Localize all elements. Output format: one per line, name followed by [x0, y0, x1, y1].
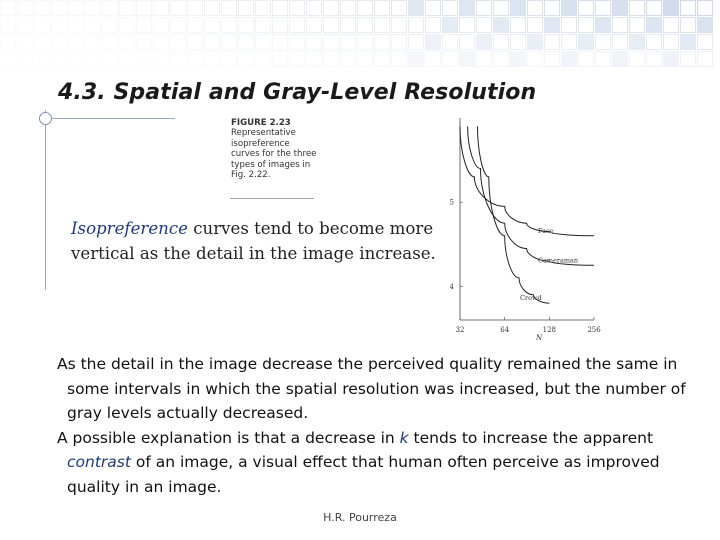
grid-cell — [698, 35, 713, 50]
grid-cell — [69, 35, 84, 50]
grid-cell — [409, 18, 424, 33]
chart-series-label: Face — [538, 226, 554, 235]
grid-cell — [596, 52, 611, 67]
para2-contrast: contrast — [67, 453, 131, 472]
grid-cell — [239, 18, 254, 33]
grid-cell — [545, 52, 560, 67]
grid-cell — [35, 1, 50, 16]
grid-cell — [426, 1, 441, 16]
grid-cell — [528, 18, 543, 33]
grid-cell — [426, 35, 441, 50]
grid-cell — [613, 18, 628, 33]
grid-cell — [120, 35, 135, 50]
grid-cell — [596, 35, 611, 50]
chart-x-tick-label: 256 — [587, 326, 601, 334]
grid-cell — [409, 1, 424, 16]
grid-cell — [86, 1, 101, 16]
grid-cell — [154, 35, 169, 50]
grid-cell — [86, 18, 101, 33]
grid-cell — [681, 52, 696, 67]
body-text — [57, 352, 707, 500]
grid-cell — [341, 52, 356, 67]
grid-cell — [511, 1, 526, 16]
grid-cell — [103, 52, 118, 67]
grid-cell — [477, 18, 492, 33]
grid-cell — [222, 1, 237, 16]
isopreference-term: Isopreference — [71, 219, 188, 238]
grid-cell — [1, 35, 16, 50]
grid-cell — [222, 52, 237, 67]
grid-cell — [579, 1, 594, 16]
grid-cell — [528, 52, 543, 67]
grid-cell — [1, 1, 16, 16]
grid-cell — [392, 1, 407, 16]
grid-cell — [307, 1, 322, 16]
grid-cell — [103, 18, 118, 33]
grid-cell — [69, 1, 84, 16]
grid-cell — [103, 35, 118, 50]
grid-cell — [120, 1, 135, 16]
grid-cell — [494, 18, 509, 33]
grid-cell — [375, 1, 390, 16]
grid-cell — [1, 52, 16, 67]
grid-cell — [579, 52, 594, 67]
grid-cell — [647, 52, 662, 67]
grid-cell — [698, 52, 713, 67]
grid-cell — [562, 52, 577, 67]
grid-cell — [137, 52, 152, 67]
grid-cell — [239, 52, 254, 67]
grid-cell — [443, 52, 458, 67]
grid-cell — [477, 52, 492, 67]
grid-cell — [256, 18, 271, 33]
decorative-horizontal-line — [45, 118, 175, 119]
para2-k: k — [399, 428, 409, 447]
grid-cell — [511, 18, 526, 33]
grid-cell — [528, 35, 543, 50]
grid-cell — [35, 35, 50, 50]
grid-cell — [358, 35, 373, 50]
chart-series-label: Cameraman — [538, 256, 579, 265]
grid-cell — [596, 18, 611, 33]
grid-cell — [205, 52, 220, 67]
grid-cell — [630, 35, 645, 50]
grid-cell — [188, 1, 203, 16]
grid-cell — [664, 18, 679, 33]
grid-cell — [273, 1, 288, 16]
grid-cell — [545, 35, 560, 50]
grid-cell — [52, 52, 67, 67]
para2-part-c: of an image, a visual effect that human often perceive as improved quality in an image. — [67, 453, 660, 496]
grid-cell — [409, 35, 424, 50]
grid-cell — [171, 1, 186, 16]
grid-cell — [392, 35, 407, 50]
grid-cell — [460, 18, 475, 33]
para2-part-a: A possible explanation is that a decrease in — [57, 428, 400, 447]
grid-cell — [596, 1, 611, 16]
grid-cell — [562, 1, 577, 16]
grid-cell — [613, 1, 628, 16]
chart-series-line — [478, 126, 550, 303]
grid-cell — [341, 18, 356, 33]
grid-cell — [630, 52, 645, 67]
grid-cell — [647, 18, 662, 33]
grid-cell — [426, 52, 441, 67]
grid-cell — [154, 18, 169, 33]
grid-cell — [562, 18, 577, 33]
grid-cell — [154, 1, 169, 16]
background-grid — [0, 0, 720, 70]
chart-x-axis-label: N — [536, 334, 543, 342]
para2-part-b: tends to increase the apparent — [408, 428, 654, 447]
chart-x-tick-label: 128 — [542, 326, 557, 334]
grid-cell — [664, 52, 679, 67]
decorative-vertical-line — [45, 110, 46, 290]
grid-cell — [341, 35, 356, 50]
grid-cell — [137, 1, 152, 16]
grid-cell — [392, 18, 407, 33]
grid-cell — [443, 18, 458, 33]
grid-cell — [18, 35, 33, 50]
grid-cell — [613, 52, 628, 67]
grid-cell — [375, 18, 390, 33]
grid-cell — [18, 1, 33, 16]
chart-x-tick-label: 32 — [455, 326, 465, 334]
grid-cell — [35, 52, 50, 67]
grid-cell — [460, 35, 475, 50]
figure-caption-rule — [230, 198, 314, 199]
grid-cell — [52, 1, 67, 16]
grid-cell — [698, 1, 713, 16]
grid-cell — [613, 35, 628, 50]
grid-cell — [222, 18, 237, 33]
grid-cell — [222, 35, 237, 50]
grid-cell — [35, 18, 50, 33]
grid-cell — [545, 18, 560, 33]
grid-cell — [256, 1, 271, 16]
grid-cell — [647, 1, 662, 16]
grid-cell — [205, 1, 220, 16]
grid-cell — [69, 52, 84, 67]
grid-cell — [171, 52, 186, 67]
grid-cell — [324, 35, 339, 50]
grid-cell — [460, 1, 475, 16]
grid-cell — [511, 35, 526, 50]
grid-cell — [375, 52, 390, 67]
grid-cell — [154, 52, 169, 67]
grid-cell — [239, 1, 254, 16]
grid-cell — [52, 18, 67, 33]
chart-x-tick-label: 64 — [500, 326, 510, 334]
grid-cell — [460, 52, 475, 67]
grid-cell — [290, 18, 305, 33]
chart-series-label: Crowd — [520, 294, 542, 303]
grid-cell — [358, 18, 373, 33]
grid-cell — [1, 18, 16, 33]
grid-cell — [103, 1, 118, 16]
chart-y-tick-label: 5 — [449, 198, 454, 207]
grid-cell — [324, 18, 339, 33]
grid-cell — [681, 1, 696, 16]
grid-cell — [188, 18, 203, 33]
figure-caption-heading: FIGURE 2.23 — [231, 118, 291, 128]
grid-cell — [375, 35, 390, 50]
grid-cell — [358, 52, 373, 67]
grid-cell — [137, 18, 152, 33]
figure-caption — [231, 118, 317, 180]
grid-cell — [69, 18, 84, 33]
grid-cell — [324, 1, 339, 16]
grid-cell — [545, 1, 560, 16]
grid-cell — [188, 52, 203, 67]
grid-cell — [341, 1, 356, 16]
grid-cell — [647, 35, 662, 50]
grid-cell — [426, 18, 441, 33]
grid-cell — [494, 1, 509, 16]
grid-cell — [562, 35, 577, 50]
grid-cell — [358, 1, 373, 16]
grid-cell — [307, 35, 322, 50]
grid-cell — [273, 18, 288, 33]
grid-cell — [443, 1, 458, 16]
grid-cell — [664, 1, 679, 16]
isopreference-statement — [71, 216, 491, 266]
body-paragraph-2 — [57, 426, 707, 500]
grid-cell — [273, 35, 288, 50]
grid-cell — [409, 52, 424, 67]
chart-y-tick-label: 4 — [449, 282, 454, 291]
grid-cell — [307, 52, 322, 67]
grid-cell — [137, 35, 152, 50]
figure-caption-text: Representative isopreference curves for the three types of images in Fig. 2.22. — [231, 128, 317, 181]
grid-cell — [528, 1, 543, 16]
grid-cell — [18, 52, 33, 67]
grid-cell — [630, 1, 645, 16]
grid-cell — [477, 1, 492, 16]
grid-cell — [290, 1, 305, 16]
grid-cell — [273, 52, 288, 67]
grid-cell — [205, 18, 220, 33]
grid-cell — [171, 18, 186, 33]
grid-cell — [681, 35, 696, 50]
grid-cell — [120, 52, 135, 67]
grid-cell — [188, 35, 203, 50]
grid-cell — [494, 35, 509, 50]
decorative-circle-icon — [39, 112, 52, 125]
grid-cell — [681, 18, 696, 33]
grid-cell — [120, 18, 135, 33]
grid-cell — [52, 35, 67, 50]
grid-cell — [511, 52, 526, 67]
grid-cell — [392, 52, 407, 67]
grid-cell — [579, 18, 594, 33]
grid-cell — [256, 35, 271, 50]
grid-cell — [205, 35, 220, 50]
grid-cell — [477, 35, 492, 50]
grid-cell — [579, 35, 594, 50]
grid-cell — [256, 52, 271, 67]
grid-cell — [630, 18, 645, 33]
grid-cell — [171, 35, 186, 50]
isopreference-text: curves tend to become more vertical as the detail in the image increase. — [71, 219, 436, 263]
grid-cell — [307, 18, 322, 33]
grid-cell — [239, 35, 254, 50]
body-paragraph-1: As the detail in the image decrease the perceived quality remained the same in some intervals in which the spatial resolution was increased, but the number of gray levels actually decreased. — [57, 355, 686, 423]
grid-cell — [443, 35, 458, 50]
grid-cell — [664, 35, 679, 50]
grid-cell — [290, 35, 305, 50]
slide-footer: H.R. Pourreza — [323, 511, 397, 524]
grid-cell — [494, 52, 509, 67]
grid-cell — [324, 52, 339, 67]
grid-cell — [86, 52, 101, 67]
grid-cell — [698, 18, 713, 33]
grid-cell — [86, 35, 101, 50]
grid-cell — [18, 18, 33, 33]
slide-title: 4.3. Spatial and Gray-Level Resolution — [58, 80, 537, 105]
grid-cell — [290, 52, 305, 67]
